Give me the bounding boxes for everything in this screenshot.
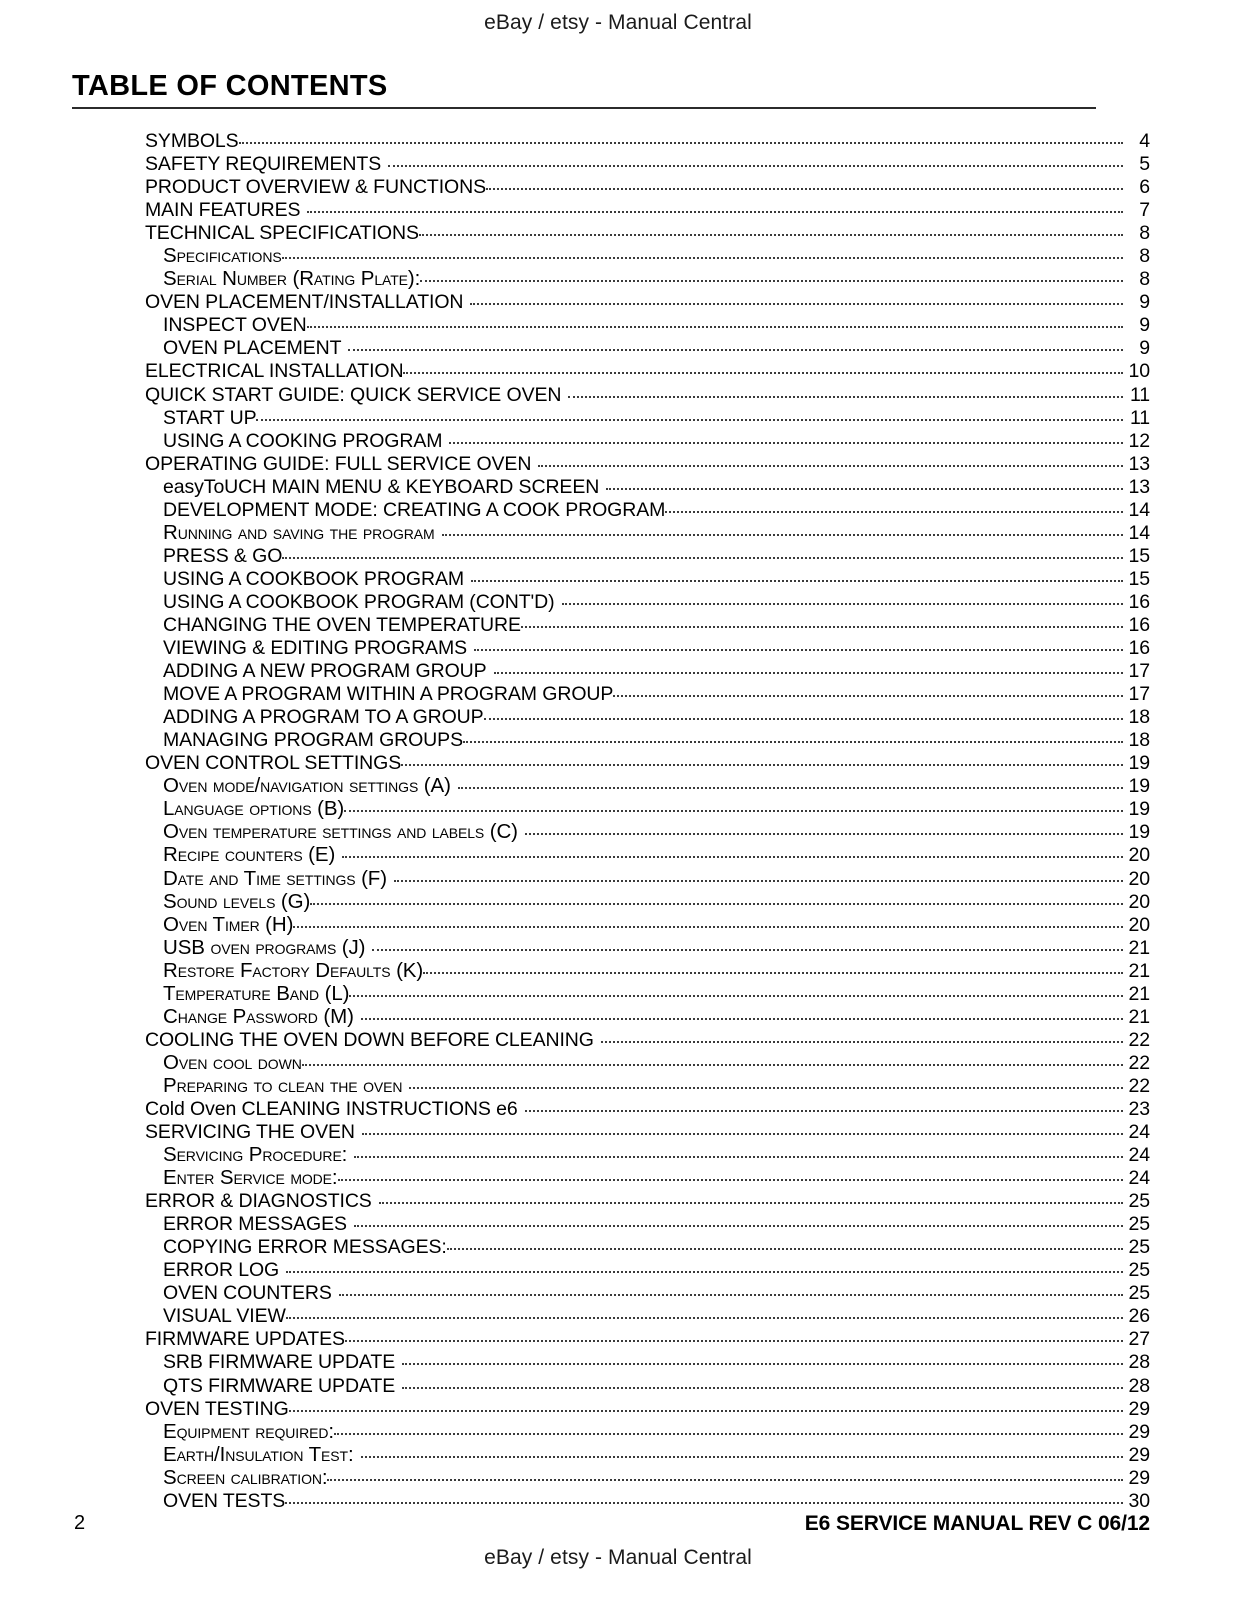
toc-entry-label: ERROR & DIAGNOSTICS [145,1190,372,1213]
toc-entry-label: OPERATING GUIDE: FULL SERVICE OVEN [145,452,532,475]
toc-dot-leader [484,704,1123,723]
toc-entry[interactable] [0,1188,1236,1211]
toc-entry-page-number: 15 [1128,567,1150,590]
toc-entry-label: Date and Time settings (F) [163,866,387,890]
toc-entry[interactable] [0,1419,1236,1442]
toc-dot-leader [409,1073,1123,1092]
toc-dot-leader [286,1303,1123,1322]
toc-dot-leader [327,1465,1123,1484]
toc-entry-page-number: 27 [1128,1328,1150,1351]
toc-entry-label: OVEN CONTROL SETTINGS [145,752,402,775]
toc-entry[interactable] [0,243,1236,266]
toc-entry-page-number: 8 [1139,268,1150,291]
toc-entry-page-number: 11 [1129,406,1150,429]
toc-entry[interactable] [0,935,1236,958]
toc-entry-label: ADDING A PROGRAM TO A GROUP [163,706,484,729]
toc-entry-label: INSPECT OVEN [163,314,307,337]
toc-entry-page-number: 15 [1128,544,1150,567]
toc-entry-label: COOLING THE OVEN DOWN BEFORE CLEANING [145,1028,594,1051]
page-title: TABLE OF CONTENTS [72,70,388,102]
toc-entry[interactable] [0,1280,1236,1303]
toc-dot-leader [342,842,1123,861]
toc-entry-page-number: 29 [1128,1420,1150,1443]
toc-entry[interactable] [0,1050,1236,1073]
toc-entry-label: VIEWING & EDITING PROGRAMS [163,637,468,660]
toc-entry[interactable] [0,174,1236,197]
toc-entry[interactable] [0,866,1236,889]
toc-dot-leader [310,889,1123,908]
toc-entry-label: USING A COOKBOOK PROGRAM [163,567,464,590]
toc-entry-page-number: 12 [1128,429,1150,452]
toc-dot-leader [354,1211,1123,1230]
toc-dot-leader [361,1442,1123,1461]
toc-entry-page-number: 10 [1128,360,1150,383]
toc-entry-label: ERROR LOG [163,1259,280,1282]
toc-entry-page-number: 16 [1128,590,1150,613]
toc-entry-page-number: 28 [1128,1351,1150,1374]
toc-entry-page-number: 22 [1128,1074,1150,1097]
toc-entry-label: SRB FIRMWARE UPDATE [163,1351,396,1374]
toc-entry[interactable] [0,889,1236,912]
toc-dot-leader [403,358,1123,377]
toc-entry-label: Temperature Band (L) [163,981,350,1005]
toc-dot-leader [494,658,1123,677]
toc-entry[interactable] [0,819,1236,842]
toc-entry[interactable] [0,704,1236,727]
toc-dot-leader [521,612,1123,631]
toc-dot-leader [458,773,1123,792]
toc-entry[interactable] [0,405,1236,428]
toc-entry-page-number: 18 [1128,729,1150,752]
toc-dot-leader [474,635,1123,654]
toc-entry[interactable] [0,681,1236,704]
toc-entry-page-number: 21 [1128,982,1150,1005]
toc-entry-page-number: 9 [1139,314,1150,337]
toc-entry-label: Screen calibration: [163,1465,328,1489]
toc-dot-leader [568,382,1123,401]
toc-dot-leader [354,1142,1123,1161]
toc-entry-page-number: 8 [1139,245,1150,268]
toc-entry[interactable] [0,520,1236,543]
toc-dot-leader [449,428,1123,447]
toc-dot-leader [402,1373,1123,1392]
toc-entry-page-number: 14 [1128,498,1150,521]
toc-entry-label: START UP [163,406,257,429]
toc-entry-page-number: 20 [1128,913,1150,936]
toc-entry-page-number: 20 [1128,890,1150,913]
toc-entry-label: OVEN TESTING [145,1397,289,1420]
toc-entry-label: PRESS & GO [163,544,283,567]
toc-entry[interactable] [0,1165,1236,1188]
toc-entry[interactable] [0,566,1236,589]
toc-entry-label: Language options (B) [163,797,345,821]
toc-entry-label: OVEN COUNTERS [163,1282,332,1305]
watermark-header: eBay / etsy - Manual Central [484,11,752,34]
toc-entry-label: QUICK START GUIDE: QUICK SERVICE OVEN [145,383,562,406]
toc-dot-leader [486,174,1123,193]
watermark-footer: eBay / etsy - Manual Central [484,1546,752,1569]
toc-entry[interactable] [0,1119,1236,1142]
toc-entry-label: VISUAL VIEW [163,1305,286,1328]
toc-dot-leader [379,1188,1123,1207]
toc-dot-leader [442,520,1123,539]
toc-entry-page-number: 29 [1128,1466,1150,1489]
toc-dot-leader [339,1280,1123,1299]
toc-entry-page-number: 8 [1139,222,1150,245]
toc-entry[interactable] [0,451,1236,474]
toc-entry-page-number: 17 [1128,660,1150,683]
toc-dot-leader [606,474,1123,493]
toc-entry[interactable] [0,197,1236,220]
toc-entry[interactable] [0,1096,1236,1119]
toc-entry[interactable] [0,1004,1236,1027]
toc-entry-page-number: 25 [1128,1259,1150,1282]
toc-entry-page-number: 17 [1128,683,1150,706]
toc-entry-page-number: 5 [1139,153,1150,176]
toc-entry[interactable] [0,1142,1236,1165]
toc-entry-label: Serial Number (Rating Plate): [163,267,421,291]
toc-entry[interactable] [0,635,1236,658]
toc-entry-page-number: 16 [1128,637,1150,660]
toc-entry-page-number: 23 [1128,1097,1150,1120]
toc-entry-page-number: 21 [1128,936,1150,959]
toc-entry[interactable] [0,497,1236,520]
toc-entry[interactable] [0,428,1236,451]
toc-dot-leader [470,289,1123,308]
toc-dot-leader [447,1234,1123,1253]
toc-entry-label: Oven temperature settings and labels (C) [163,820,518,844]
toc-dot-leader [463,727,1123,746]
toc-entry-label: MOVE A PROGRAM WITHIN A PROGRAM GROUP [163,683,614,706]
toc-dot-leader [525,819,1123,838]
toc-entry[interactable] [0,1211,1236,1234]
toc-entry-label: Sound levels (G) [163,889,311,913]
toc-dot-leader [665,497,1123,516]
toc-dot-leader [344,796,1123,815]
toc-entry-page-number: 19 [1128,798,1150,821]
toc-entry-page-number: 25 [1128,1282,1150,1305]
toc-entry-page-number: 11 [1129,383,1150,406]
toc-entry-page-number: 13 [1128,452,1150,475]
toc-entry-page-number: 24 [1128,1167,1150,1190]
toc-entry-label: Recipe counters (E) [163,843,336,867]
toc-entry-page-number: 14 [1128,521,1150,544]
toc-dot-leader [562,589,1123,608]
toc-entry-label: OVEN PLACEMENT [163,337,342,360]
toc-entry[interactable] [0,358,1236,381]
toc-dot-leader [334,1419,1123,1438]
toc-entry-label: ADDING A NEW PROGRAM GROUP [163,660,487,683]
toc-entry-page-number: 20 [1128,867,1150,890]
toc-entry-label: SERVICING THE OVEN [145,1121,355,1144]
toc-dot-leader [388,151,1123,170]
toc-entry-label: COPYING ERROR MESSAGES: [163,1236,447,1259]
toc-entry[interactable] [0,289,1236,312]
toc-entry-page-number: 30 [1128,1489,1150,1512]
toc-entry[interactable] [0,612,1236,635]
toc-entry-label: MANAGING PROGRAM GROUPS [163,729,463,752]
toc-entry[interactable] [0,727,1236,750]
toc-entry-page-number: 16 [1128,613,1150,636]
toc-entry[interactable] [0,266,1236,289]
toc-entry-label: TECHNICAL SPECIFICATIONS [145,222,419,245]
toc-entry-label: PRODUCT OVERVIEW & FUNCTIONS [145,176,487,199]
toc-entry[interactable] [0,958,1236,981]
toc-entry[interactable] [0,312,1236,335]
toc-entry-page-number: 19 [1128,775,1150,798]
toc-entry-label: Cold Oven CLEANING INSTRUCTIONS e6 [145,1097,518,1120]
toc-entry[interactable] [0,981,1236,1004]
toc-entry-page-number: 29 [1128,1443,1150,1466]
toc-entry[interactable] [0,1257,1236,1280]
toc-entry-page-number: 4 [1139,130,1150,152]
toc-dot-leader [538,451,1123,470]
toc-dot-leader [372,935,1123,954]
toc-entry-label: Equipment required: [163,1419,334,1443]
toc-dot-leader [419,220,1123,239]
toc-entry[interactable] [0,1234,1236,1257]
toc-entry-label: easyToUCH MAIN MENU & KEYBOARD SCREEN [163,475,600,498]
toc-entry[interactable] [0,912,1236,935]
toc-dot-leader [282,543,1123,562]
toc-entry-label: Specifications [163,244,282,268]
toc-entry[interactable] [0,1349,1236,1372]
footer-page-number: 2 [74,1512,86,1534]
toc-entry-label: MAIN FEATURES [145,199,301,222]
toc-entry-page-number: 24 [1128,1121,1150,1144]
toc-entry-label: USING A COOKING PROGRAM [163,429,443,452]
toc-entry[interactable] [0,1442,1236,1465]
toc-entry-label: Oven mode/navigation settings (A) [163,774,451,798]
toc-entry[interactable] [0,1027,1236,1050]
toc-entry-label: Change Password (M) [163,1004,354,1028]
toc-entry-label: ERROR MESSAGES [163,1213,347,1236]
toc-dot-leader [338,1165,1123,1184]
toc-entry-label: CHANGING THE OVEN TEMPERATURE [163,613,521,636]
toc-entry-label: Servicing Procedure: [163,1143,348,1167]
toc-entry-page-number: 26 [1128,1305,1150,1328]
toc-entry[interactable] [0,796,1236,819]
toc-entry-page-number: 22 [1128,1051,1150,1074]
toc-entry-label: QTS FIRMWARE UPDATE [163,1374,396,1397]
toc-entry-label: Running and saving the program [163,520,435,544]
toc-entry-label: USB oven programs (J) [163,935,366,959]
toc-dot-leader [302,1050,1123,1069]
toc-dot-leader [525,1096,1123,1115]
toc-entry[interactable] [0,1488,1236,1511]
toc-dot-leader [601,1027,1123,1046]
toc-entry[interactable] [0,1326,1236,1349]
toc-entry-page-number: 19 [1128,752,1150,775]
toc-entry-page-number: 9 [1139,337,1150,360]
toc-entry-page-number: 29 [1128,1397,1150,1420]
toc-entry-page-number: 21 [1128,959,1150,982]
title-divider [72,107,1096,109]
toc-dot-leader [362,1119,1123,1138]
toc-dot-leader [286,1257,1123,1276]
toc-entry[interactable] [0,1396,1236,1419]
toc-entry-page-number: 25 [1128,1190,1150,1213]
toc-dot-leader [285,1488,1123,1507]
toc-entry-label: Enter Service mode: [163,1166,338,1190]
table-of-contents-list [0,128,1236,1511]
toc-entry-page-number: 25 [1128,1236,1150,1259]
toc-entry-page-number: 20 [1128,844,1150,867]
toc-entry-page-number: 25 [1128,1213,1150,1236]
toc-entry[interactable] [0,1073,1236,1096]
toc-entry[interactable] [0,658,1236,681]
toc-dot-leader [423,958,1123,977]
toc-dot-leader [256,405,1123,424]
toc-entry[interactable] [0,335,1236,358]
toc-entry-page-number: 9 [1139,291,1150,314]
toc-dot-leader [349,981,1123,1000]
toc-entry[interactable] [0,151,1236,174]
toc-entry-label: OVEN PLACEMENT/INSTALLATION [145,291,464,314]
toc-entry-page-number: 21 [1128,1005,1150,1028]
toc-entry[interactable] [0,1303,1236,1326]
toc-entry[interactable] [0,842,1236,865]
toc-entry[interactable] [0,1465,1236,1488]
toc-entry-label: Oven Timer (H) [163,912,294,936]
toc-dot-leader [307,312,1123,331]
toc-entry-label: USING A COOKBOOK PROGRAM (CONT'D) [163,590,555,613]
toc-entry-page-number: 13 [1128,475,1150,498]
toc-dot-leader [345,1326,1123,1345]
toc-entry-label: ELECTRICAL INSTALLATION [145,360,404,383]
toc-entry[interactable] [0,543,1236,566]
toc-dot-leader [361,1004,1123,1023]
toc-entry-label: Earth/Insulation Test: [163,1442,354,1466]
toc-dot-leader [402,1349,1123,1368]
toc-dot-leader [420,266,1123,285]
toc-entry-page-number: 18 [1128,706,1150,729]
toc-entry-page-number: 6 [1139,176,1150,199]
toc-entry-label: Preparing to clean the oven [163,1073,403,1097]
toc-entry-label: OVEN TESTS [163,1489,286,1512]
toc-entry-label: FIRMWARE UPDATES [145,1328,345,1351]
toc-entry-page-number: 24 [1128,1144,1150,1167]
toc-dot-leader [282,243,1123,262]
toc-entry[interactable] [0,1373,1236,1396]
toc-entry-label: Restore Factory Defaults (K) [163,958,424,982]
footer-manual-reference: E6 SERVICE MANUAL REV C 06/12 [804,1512,1150,1535]
toc-entry-label: SAFETY REQUIREMENTS [145,153,382,176]
toc-entry[interactable] [0,474,1236,497]
toc-entry[interactable] [0,382,1236,405]
toc-entry[interactable] [0,220,1236,243]
toc-entry-label: DEVELOPMENT MODE: CREATING A COOK PROGRAM [163,498,666,521]
toc-entry-page-number: 7 [1139,199,1150,222]
toc-dot-leader [239,128,1123,147]
toc-dot-leader [394,866,1123,885]
toc-dot-leader [293,912,1123,931]
toc-dot-leader [613,681,1123,700]
toc-dot-leader [289,1396,1123,1415]
toc-dot-leader [401,750,1123,769]
toc-dot-leader [348,335,1123,354]
toc-entry[interactable] [0,128,1236,151]
toc-dot-leader [471,566,1123,585]
toc-entry-label: SYMBOLS [145,130,239,152]
toc-entry[interactable] [0,589,1236,612]
toc-entry[interactable] [0,750,1236,773]
toc-entry-page-number: 19 [1128,821,1150,844]
toc-entry-page-number: 22 [1128,1028,1150,1051]
toc-entry-page-number: 28 [1128,1374,1150,1397]
toc-dot-leader [307,197,1123,216]
toc-entry[interactable] [0,773,1236,796]
toc-entry-label: Oven cool down [163,1050,302,1074]
